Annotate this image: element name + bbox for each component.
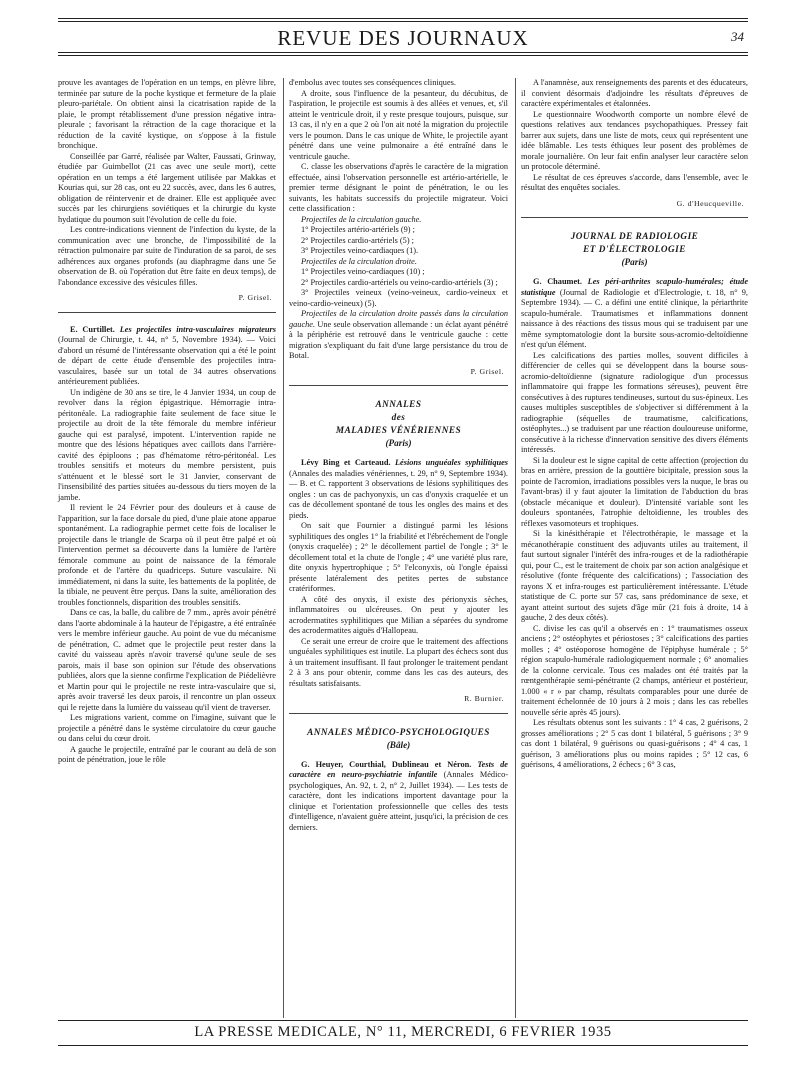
- paragraph: On sait que Fournier a distingué parmi les lésions syphilitiques des ongles 1° la friabilité et l'ébréchement de l'ongle (onyxis craquelée) ; 2° le décollement partiel de l'ongle ; 3° le décollement total et la chute de l'ongle ; 4° une variété plus rare, dite onyxis hypertrophique ; 5° l'elconyxis, où l'ongle épaissi présente latéralement des petites pertes de substance cratériformes.: [289, 521, 508, 593]
- footer-top-rule: [58, 1020, 748, 1021]
- page-number: 34: [731, 29, 744, 44]
- header-bottom-rule: [58, 52, 748, 53]
- paragraph: A gauche le projectile, entraîné par le courant au delà de son point de pénétration, joue le rôle: [58, 744, 276, 764]
- paragraph: Si la kinésithérapie et l'électrothérapie, le massage et la mécanothérapie constituent des adjuvants utiles au traitement, il faut surtout signaler l'intérêt des infra-rouges et de la radiothérapie qui, pour C., est le traitement de choix par son action analgésique et résolutive (fonte fréquente des calcifications) ; l'association des rayons X et infra-rouges est particulièrement intéressante. L'étude statistique de C. porte sur 57 cas, sans prédominance de sexe, et ayant atteint surtout des sujets d'âge mûr (21 fois à droite, 14 à gauche, 2 des deux côtés).: [521, 529, 748, 622]
- classification-item: 1° Projectiles artério-artériels (9) ;: [301, 225, 415, 234]
- article-reference: (Journal de Radiologie et d'Electrologie, t. 18, n° 9, Septembre 1934). — C. a défini une entité clinique, la périarthrite scapulo-humérale. Traumatismes et inflammations donnent naissance à des réactions des tissus mous qui se traduisent par une même symptomatologie dont la bursite sous-acromio-deltoïdienne n'est qu'un élément.: [521, 287, 748, 349]
- paragraph: Un indigène de 30 ans se tire, le 4 Janvier 1934, un coup de revolver dans la région épigastrique. Hémorragie intra-péritonéale. La radiographie faite seulement de face situe le projectile au droit de la tête fémorale du membre inférieur gauche qui est paralysé, impotent. L'intervention rapide ne montre que des lésions hépatiques avec caillots dans l'arrière-cavité des épiploons ; pas d'hématome rétro-péritonéal. Les troubles sensitifs et moteurs du membre persistent, puis s'atténuent et le blessé sort le 31 Janvier, conservant de l'insensibilité des parties situées au-dessous du tiers moyen de la jambe.: [58, 387, 276, 502]
- section-separator: [289, 713, 508, 714]
- author-signature: R. Burnier.: [464, 694, 504, 703]
- paragraph: Si la douleur est le signe capital de cette affection (projection du bras en arrière, pression de la gouttière bicipitale, pression sous la pointe de l'acromion, irradiations possibles vers la nuque, le bras ou l'avant-bras) il y faut ajouter la limitation de l'abduction du bras (obstacle mécanique et douleur). D'intensité variable sont les douleurs spontanées, l'atrophie deltoïdienne, les troubles des réflexes vasomoteurs et trophiques.: [521, 455, 748, 528]
- paragraph: Dans ce cas, la balle, du calibre de 7 mm., après avoir pénétré dans l'aorte abdominale à la hauteur de l'épigastre, a été entraînée vers le membre inférieur gauche. Au point de vue du mécanisme de pénétration, C. admet que le projectile peut rester dans la cavité du vaisseau après n'avoir traversé qu'une seule de ses parois, mais il base son opinion sur l'étude des observations publiées, alors que la sienne confirme l'explication de Piédelièvre et Martin pour qui le projectile ne reste intra-vasculaire que si, après avoir traversé les deux parois, il rencontre un plan osseux qui le rejette dans la lumière du vaisseau qu'il vient de traverser.: [58, 608, 276, 712]
- section-title: JOURNAL DE RADIOLOGIE: [570, 231, 699, 241]
- article-title: Les péri-arthrites scapulo-humérales; étude statistique: [521, 277, 749, 297]
- article-heading: [521, 277, 748, 351]
- article-separator: [58, 312, 276, 313]
- paragraph: Le résultat de ces épreuves s'accorde, dans l'ensemble, avec le résultat des enquêtes sociales.: [521, 172, 748, 192]
- paragraph: Les calcifications des parties molles, souvent difficiles à différencier de celles qui se développent dans la bourse sous-acromio-deltoïdienne (signature radiologique d'un processus inflammatoire qui frappe les formations séreuses), peuvent être consécutives à des ruptures tendineuses, surtout du sus-épineux. Les causes multiples susceptibles de s'objectiver si différemment à la radiographie (séquelles de traumatisme, calcifications, ostéophytes...) se traduisent par une réaction douloureuse uniforme, consécutive à la richesse d'innervation sensitive des divers éléments intéressés.: [521, 350, 748, 454]
- column-2: [289, 78, 508, 833]
- article-heading: [58, 325, 276, 388]
- paragraph: A l'anamnèse, aux renseignements des parents et des éducateurs, il convient désormais d'adjoindre les résultats d'épreuves de caractère expérimentales et étalonnées.: [521, 78, 748, 108]
- author-signature: P. Grisel.: [470, 366, 504, 376]
- classification-heading: Projectiles de la circulation gauche.: [301, 214, 422, 224]
- header-top-rule: [58, 18, 748, 19]
- section-title: ANNALES MÉDICO-PSYCHOLOGIQUES: [307, 726, 490, 737]
- paragraph: Il revient le 24 Février pour des douleurs et à cause de l'apparition, sur la face dorsale du pied, d'une plaie atone apparue spontanément. La radiographie permet cette fois de localiser le projectile dans le triangle de Scarpa où il peut être palpé et où l'intervention permet sa découverte dans la lumière de l'artère fémorale commune au point de naissance de la fémorale profonde et de l'artère du quadriceps. Suture vasculaire. Ni immédiatement, ni dans la suite, les battements de la poplitée, de la tibiale, ne peuvent être perçus. Dans la suite, amélioration des troubles fonctionnels, disparition des troubles sensitifs.: [58, 503, 276, 607]
- article-author: G. Heuyer, Courthial, Dublineau et Néron.: [301, 759, 472, 769]
- paragraph: C. divise les cas qu'il a observés en : 1° traumatismes osseux anciens ; 2° ostéophytes et périostoses ; 3° calcifications des parties molles ; 4° ostéoporose homogène de l'épiphyse humérale ; 5° région scapulo-humérale radiologiquement normale ; 6° anomalies de la colonne cervicale. Tous ces malades ont été traités par la rœntgenthérapie semi-pénétrante (2 champs, antérieur et postérieur, 1.000 « r » par champ, résultats comparables pour une durée de traitement échelonnée de 10 jours à 2 mois ; dans les cas rebelles nouvelle série après 45 jours).: [521, 623, 748, 717]
- article-author: Lévy Bing et Carteaud.: [301, 458, 391, 467]
- column-1: [58, 78, 276, 766]
- article-heading: [289, 458, 508, 521]
- paragraph: Les résultats obtenus sont les suivants : 1° 4 cas, 2 guérisons, 2 grosses améliorations ; 2° 5 cas dont 1 bilatéral, 5 guérisons ; 3° 9 cas dont 1 bilatéral, 9 guérisons ou quasi-guérisons ; 4° 4 cas, 1 guérison, 3 améliorations plus ou moins rapides ; 5° 12 cas, 6 guérisons, 4 améliorations, 2 échecs ; 6° 3 cas,: [521, 718, 748, 769]
- author-signature: G. d'Heucqueville.: [676, 198, 744, 208]
- article-title: Lésions unguéales syphilitiques: [394, 458, 508, 467]
- paragraph: C. classe les observations d'après le caractère de la migration effectuée, ainsi l'observation personnelle est artério-artérielle, le premier terme désignant le point de pénétration, le ou les suivants, les habitats successifs du projectile migrateur. Voici cette classification :: [289, 162, 508, 213]
- classification-item: 3° Projectiles veineux (veino-veineux, cardio-veineux et veino-cardio-veineux) (5).: [289, 288, 508, 308]
- article-title: Tests de caractère en neuro-psychiatrie infantile: [289, 759, 508, 779]
- classification-heading: Projectiles de la circulation droite.: [301, 256, 417, 266]
- paragraph: prouve les avantages de l'opération en un temps, en plèvre libre, terminée par suture de la poche kystique et fermeture de la plaie pleuro-pariétale. On obtient ainsi la cicatrisation rapide de la plaie, le prompt rétablissement d'une pression négative intra-pleurale ; favorisant la rétraction de la cage thoracique et la réduction de la cavité kystique, on s'oppose à la fistule bronchique.: [58, 78, 276, 150]
- article-reference: (Annales des maladies vénériennes, t. 29, n° 9, Septembre 1934). — B. et C. rapportent 3 observations de lésions syphilitiques des ongles : un cas de pachyonyxis, un cas d'onyxis craquelée et un cas de décollement spontané de tous les ongles des mains et des pieds.: [289, 468, 508, 520]
- header-bottom-rule-2: [58, 55, 748, 56]
- column-divider: [515, 78, 516, 1018]
- article-reference: (Annales Médico-psychologiques, An. 92, t. 2, n° 2, Juillet 1934). — Les tests de caractère, dont les indications importent davantage pour la clinique et l'orientation professionnelle que celles des tests d'intelligence, n'avaient guère atteint, jusqu'ici, la précision de ces derniers.: [289, 770, 508, 832]
- article-heading: [289, 760, 508, 834]
- article-author: E. Curtillet.: [70, 324, 115, 334]
- article-reference: (Journal de Chirurgie, t. 44, n° 5, Novembre 1934). — Voici d'abord un résumé de l'intéressante observation qui a été le point de départ de cette étude d'ensemble des projectiles intra-vasculaires, basée sur un total de 34 autres observations antérieurement publiées.: [58, 335, 276, 386]
- section-separator: [521, 217, 748, 218]
- paragraph: A côté des onyxis, il existe des périonyxis sèches, inflammatoires ou ulcéreuses. On peut y ajouter les acrodermatites syphilitiques que Milian a séparées du syndrome des acrodermatites aiguës d'Hallopeau.: [289, 594, 508, 635]
- page-header: [58, 26, 748, 52]
- column-3: [521, 78, 748, 771]
- classification-heading: Projectiles de la circulation droite passés dans la circulation gauche.: [289, 309, 508, 329]
- classification-item: 1° Projectiles veino-cardiaques (10) ;: [301, 267, 425, 276]
- paragraph: Les migrations varient, comme on l'imagine, suivant que le projectile a pénétré dans le système circulatoire du cœur gauche ou dans celui du cœur droit.: [58, 713, 276, 743]
- article-author: G. Chaumet.: [533, 277, 582, 286]
- paragraph: [289, 309, 508, 362]
- paragraph: Le questionnaire Woodworth comporte un nombre élevé de questions relatives aux tendances psychopathiques. Pressey fait barrer aux sujets, dans une liste de mots, ceux qui représentent une idée blâmable. Les tests éthiques leur posent des problèmes de morale journalière. On leur fait enfin analyser leur caractère selon un protocole déterminé.: [521, 109, 748, 171]
- section-title: MALADIES VÉNÉRIENNES: [335, 425, 462, 435]
- classification-item: 3° Projectiles veino-cardiaques (1).: [301, 246, 419, 255]
- paragraph: d'embolus avec toutes ses conséquences cliniques.: [289, 78, 456, 87]
- section-city: (Paris): [621, 257, 648, 267]
- paragraph-text: Une seule observation allemande : un éclat ayant pénétré à la périphérie est retrouvé dans le ventricule gauche : cette migration s'expliquant du fait d'une large persistance du trou de Botal.: [289, 319, 508, 360]
- paragraph: A droite, sous l'influence de la pesanteur, du décubitus, de l'aspiration, le projectile est soumis à des allées et venues, et, s'il atteint le ventricule droit, il y reste presque toujours, puisque, sur 13 cas, il n'y en a que 2 où l'on ait noté la migration du projectile vers le poumon. Dans le cas unique de White, le projectile ayant pénétré dans une veine pulmonaire a été entraîné dans le ventricule gauche.: [289, 88, 508, 161]
- journal-title: REVUE DES JOURNAUX: [277, 26, 529, 50]
- classification-item: 2° Projectiles cardio-artériels ou veino-cardio-artériels (3) ;: [301, 277, 498, 287]
- article-title: Les projectiles intra-vasculaires migrateurs: [119, 324, 277, 334]
- classification-item: 2° Projectiles cardio-artériels (5) ;: [301, 235, 414, 245]
- paragraph: Les contre-indications viennent de l'infection du kyste, de la communication avec une bronche, de l'impossibilité de la rétraction pulmonaire par suite de l'induration de sa paroi, de ses adhérences aux organes profonds (au diaphragme dans une 5e observation de B. où l'opération dut être faite en deux temps), de l'abondance excessive des vésicules filles.: [58, 225, 276, 287]
- section-city: (Paris): [385, 438, 412, 448]
- footer-line: LA PRESSE MEDICALE, N° 11, MERCREDI, 6 FEVRIER 1935: [194, 1024, 612, 1040]
- paragraph: Ce serait une erreur de croire que le traitement des affections unguéales syphilitiques est inutile. La plupart des échecs sont dus à un traitement insuffisant. Il faut prolonger le traitement pendant 2 à 3 ans pour obtenir, comme dans les cas des auteurs, des résultats satisfaisants.: [289, 636, 508, 688]
- section-title: ANNALES: [375, 399, 422, 409]
- section-title: ET D'ÉLECTROLOGIE: [583, 244, 686, 254]
- section-title: des: [391, 412, 406, 422]
- section-separator: [289, 385, 508, 386]
- section-city: (Bâle): [386, 739, 411, 750]
- author-signature: P. Grisel.: [238, 293, 272, 302]
- paragraph: Conseillée par Garré, réalisée par Walter, Faussati, Grinway, étudiée par Guimbellot (21 cas avec une seule mort), cette opération en un temps a été largement utilisée par Makkas et Kourias qui, sur 28 cas, ont eu 22 succès, avec, dans les 6 autres, obligation de réintervenir et de drainer. Elle est appliquée avec succès par les chirurgiens soviétiques et la chirurgie du kyste hydatique du poumon suit l'évolution de celle du foie.: [58, 151, 276, 224]
- header-top-rule-2: [58, 21, 748, 22]
- footer-bottom-rule: [58, 1045, 748, 1046]
- column-divider: [283, 78, 284, 1018]
